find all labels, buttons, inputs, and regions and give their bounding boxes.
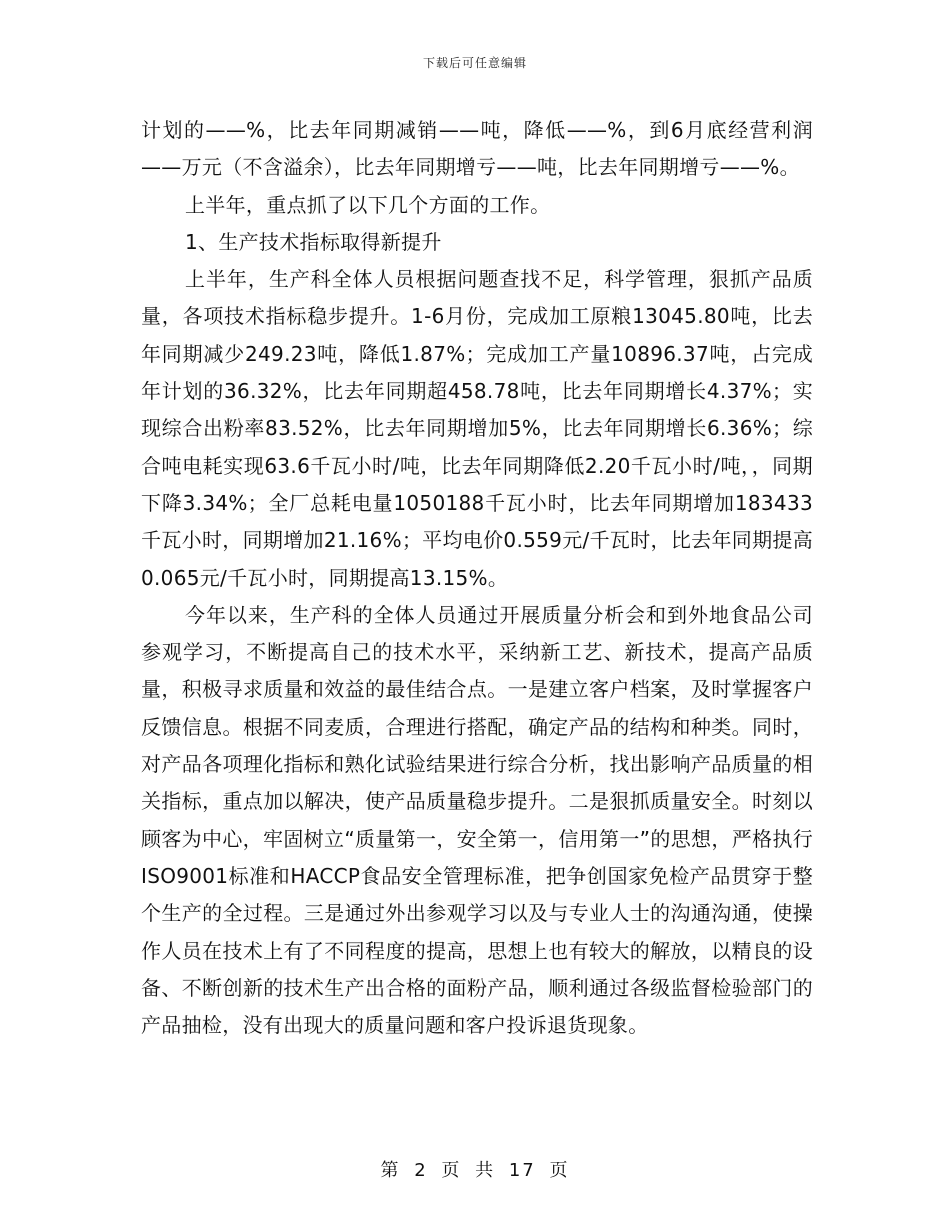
paragraph-production-metrics: 上半年，生产科全体人员根据问题查找不足，科学管理，狠抓产品质量，各项技术指标稳步提升。1-6月份，完成加工原粮13045.80吨，比去年同期减少249.23吨，降低1.87%；完成加工产量10896.37吨，占完成年计划的36.32%，比去年同期超458.78吨，比去年同期增长4.37%；实现综合出粉率83.52%，比去年同期增加5%，比去年同期增长6.36%；综合吨电耗实现63.6千瓦小时/吨，比去年同期降低2.20千瓦小时/吨，，同期下降3.34%；全厂总耗电量1050188千瓦小时，比去年同期增加183433千瓦小时，同期增加21.16%；平均电价0.559元/千瓦时，比去年同期提高0.065元/千瓦小时，同期提高13.15%。 — [141, 267, 813, 590]
paragraph-quality-work: 今年以来，生产科的全体人员通过开展质量分析会和到外地食品公司参观学习，不断提高自己的技术水平，采纳新工艺、新技术，提高产品质量，积极寻求质量和效益的最佳结合点。一是建立客户档案，及时掌握客户反馈信息。根据不同麦质，合理进行搭配，确定产品的结构和种类。同时，对产品各项理化指标和熟化试验结果进行综合分析，找出影响产品质量的相关指标，重点加以解决，使产品质量稳步提升。二是狠抓质量安全。时刻以顾客为中心，牢固树立“质量第一，安全第一，信用第一”的思想，严格执行ISO9001标准和HACCP食品安全管理标准，把争创国家免检产品贯穿于整个生产的全过程。三是通过外出参观学习以及与专业人士的沟通沟通，使操作人员在技术上有了不同程度的提高，思想上也有较大的解放，以精良的设备、不断创新的技术生产出合格的面粉产品，顺利通过各级监督检验部门的产品抽检，没有出现大的质量问题和客户投诉退货现象。 — [141, 602, 813, 1038]
page-number: 第 2 页 共 17 页 — [380, 1160, 570, 1181]
body-text — [141, 112, 813, 1044]
paragraph-intro: 上半年，重点抓了以下几个方面的工作。 — [185, 192, 551, 217]
paragraph-continuation: 计划的——%，比去年同期减销——吨，降低——%，到6月底经营利润——万元（不含溢余），比去年同期增亏——吨，比去年同期增亏——%。 — [141, 118, 813, 180]
section-heading: 1、生产技术指标取得新提升 — [185, 229, 442, 254]
header-note: 下载后可任意编辑 — [422, 56, 527, 70]
